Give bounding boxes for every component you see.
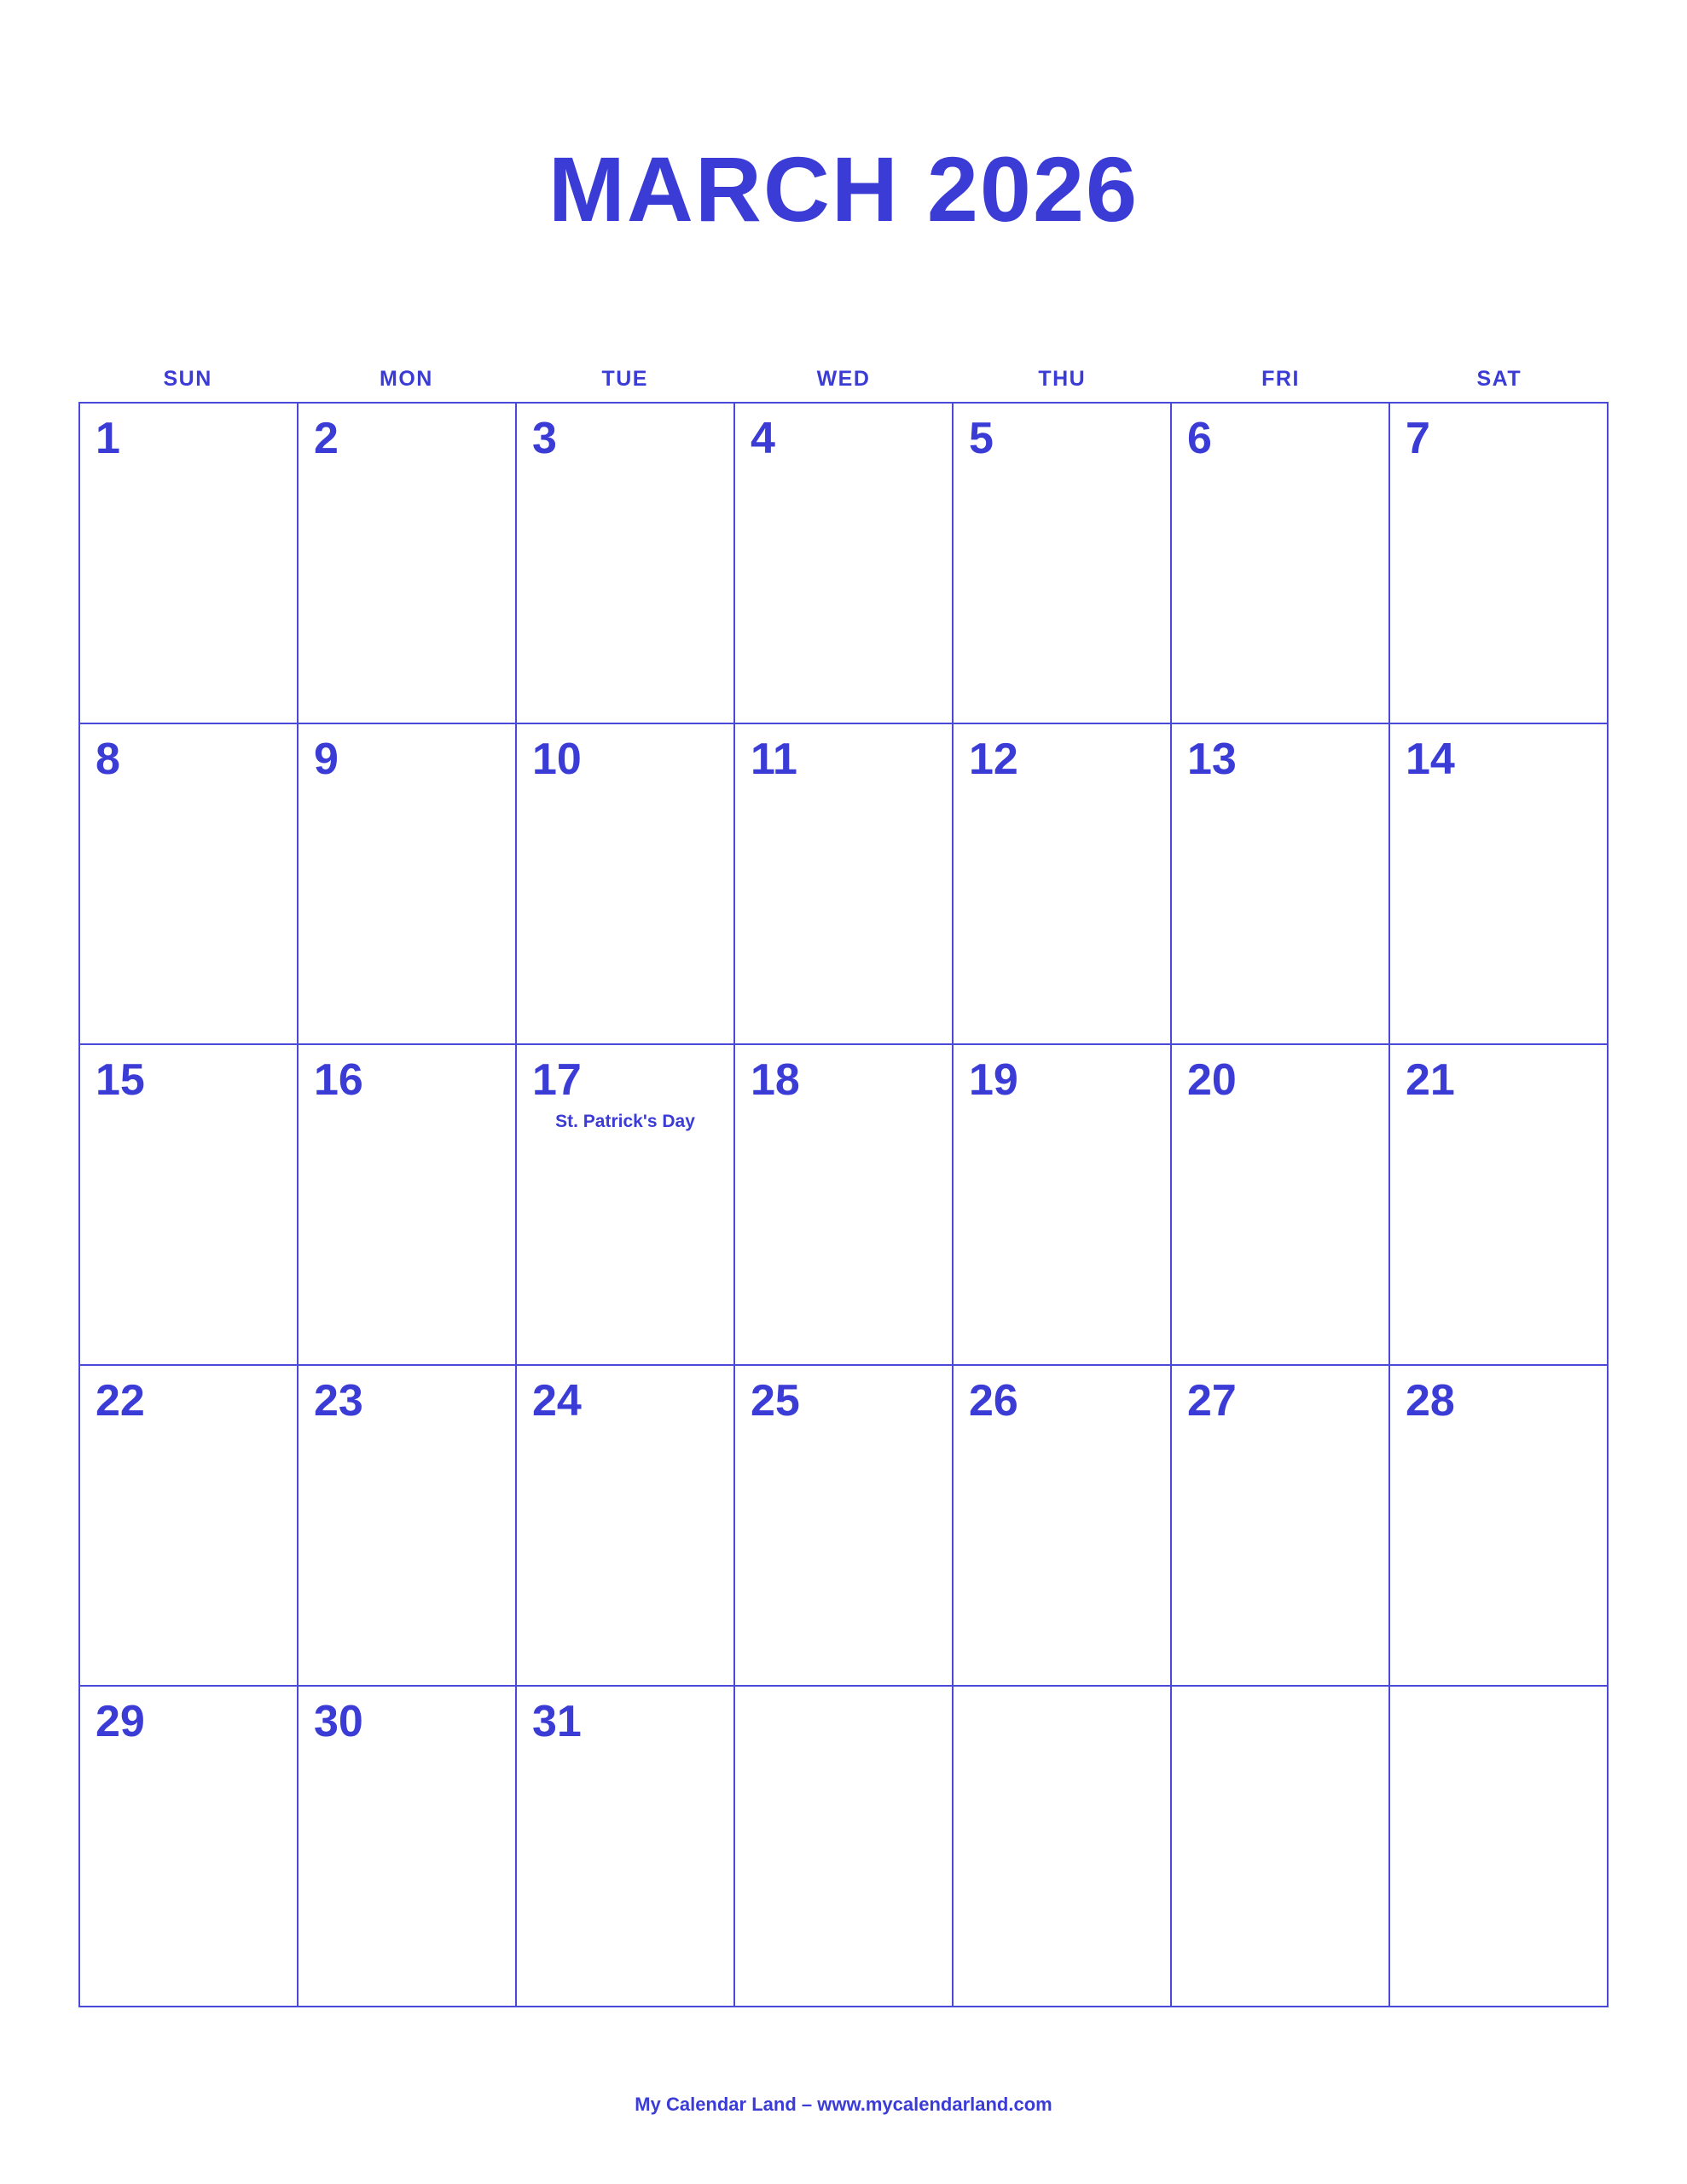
calendar-week-row	[80, 724, 1609, 1045]
day-number: 7	[1406, 414, 1430, 463]
day-number: 8	[96, 735, 120, 784]
weekday-label-sun: SUN	[163, 367, 212, 391]
calendar-day-cell[interactable]	[954, 1045, 1172, 1366]
day-number: 2	[314, 414, 339, 463]
weekday-label-fri: FRI	[1261, 367, 1300, 391]
calendar-day-cell[interactable]	[299, 724, 517, 1045]
calendar-day-cell[interactable]	[517, 724, 735, 1045]
day-number: 10	[532, 735, 582, 784]
calendar-day-cell[interactable]	[1172, 404, 1390, 724]
calendar-day-cell[interactable]	[1172, 1045, 1390, 1366]
calendar-day-cell[interactable]	[299, 1687, 517, 2007]
calendar-week-row	[80, 404, 1609, 724]
calendar-day-cell[interactable]	[299, 1045, 517, 1366]
calendar-day-cell[interactable]	[1390, 1687, 1609, 2007]
calendar-day-cell[interactable]	[1390, 724, 1609, 1045]
weekday-label-thu: THU	[1038, 367, 1087, 391]
day-number: 25	[751, 1376, 800, 1426]
calendar-day-cell[interactable]	[1390, 1045, 1609, 1366]
day-number: 6	[1187, 414, 1212, 463]
day-number: 13	[1187, 735, 1237, 784]
calendar-day-cell[interactable]	[517, 404, 735, 724]
calendar-day-cell[interactable]	[80, 1045, 299, 1366]
day-number: 11	[751, 735, 797, 784]
day-number: 15	[96, 1055, 145, 1105]
day-number: 9	[314, 735, 339, 784]
weekday-label-sat: SAT	[1476, 367, 1522, 391]
weekday-label-wed: WED	[816, 367, 871, 391]
calendar-day-cell[interactable]	[735, 1045, 954, 1366]
calendar-day-cell[interactable]	[1172, 724, 1390, 1045]
calendar-day-cell[interactable]	[1172, 1366, 1390, 1687]
calendar-day-cell[interactable]	[735, 1687, 954, 2007]
calendar-day-cell[interactable]	[517, 1045, 735, 1366]
calendar-day-cell[interactable]	[1390, 404, 1609, 724]
weekday-label-tue: TUE	[601, 367, 648, 391]
calendar-day-cell[interactable]	[1390, 1366, 1609, 1687]
calendar-week-row	[80, 1687, 1609, 2007]
calendar-day-cell[interactable]	[80, 1366, 299, 1687]
day-number: 26	[969, 1376, 1018, 1426]
calendar-day-cell[interactable]	[1172, 1687, 1390, 2007]
day-number: 30	[314, 1697, 363, 1746]
day-number: 19	[969, 1055, 1018, 1105]
day-number: 23	[314, 1376, 363, 1426]
day-number: 22	[96, 1376, 145, 1426]
day-number: 29	[96, 1697, 145, 1746]
day-number: 20	[1187, 1055, 1237, 1105]
calendar-day-cell[interactable]	[954, 1366, 1172, 1687]
calendar-day-cell[interactable]	[80, 404, 299, 724]
day-number: 14	[1406, 735, 1455, 784]
calendar-day-cell[interactable]	[735, 1366, 954, 1687]
day-number: 24	[532, 1376, 582, 1426]
calendar-day-cell[interactable]	[954, 404, 1172, 724]
day-number: 17	[532, 1055, 582, 1105]
calendar-day-cell[interactable]	[735, 724, 954, 1045]
calendar-day-cell[interactable]	[517, 1366, 735, 1687]
footer-credit: My Calendar Land – www.mycalendarland.com	[635, 2094, 1052, 2115]
calendar-day-cell[interactable]	[80, 1687, 299, 2007]
calendar-grid	[78, 402, 1609, 2007]
day-number: 4	[751, 414, 775, 463]
calendar-day-cell[interactable]	[735, 404, 954, 724]
day-number: 28	[1406, 1376, 1455, 1426]
day-number: 31	[532, 1697, 582, 1746]
page-title: MARCH 2026	[548, 137, 1139, 241]
day-number: 16	[314, 1055, 363, 1105]
weekday-header-row	[78, 367, 1609, 392]
day-number: 1	[96, 414, 120, 463]
calendar-day-cell[interactable]	[299, 404, 517, 724]
calendar-day-cell[interactable]	[299, 1366, 517, 1687]
calendar-day-cell[interactable]	[954, 1687, 1172, 2007]
day-number: 3	[532, 414, 557, 463]
calendar-day-cell[interactable]	[80, 724, 299, 1045]
day-number: 12	[969, 735, 1018, 784]
weekday-label-mon: MON	[380, 367, 433, 391]
day-number: 21	[1406, 1055, 1455, 1105]
day-number: 27	[1187, 1376, 1237, 1426]
day-event-label: St. Patrick's Day	[555, 1111, 695, 1131]
calendar-week-row	[80, 1366, 1609, 1687]
calendar-day-cell[interactable]	[517, 1687, 735, 2007]
day-number: 18	[751, 1055, 800, 1105]
calendar	[78, 367, 1609, 2007]
calendar-day-cell[interactable]	[954, 724, 1172, 1045]
day-number: 5	[969, 414, 994, 463]
calendar-week-row	[80, 1045, 1609, 1366]
